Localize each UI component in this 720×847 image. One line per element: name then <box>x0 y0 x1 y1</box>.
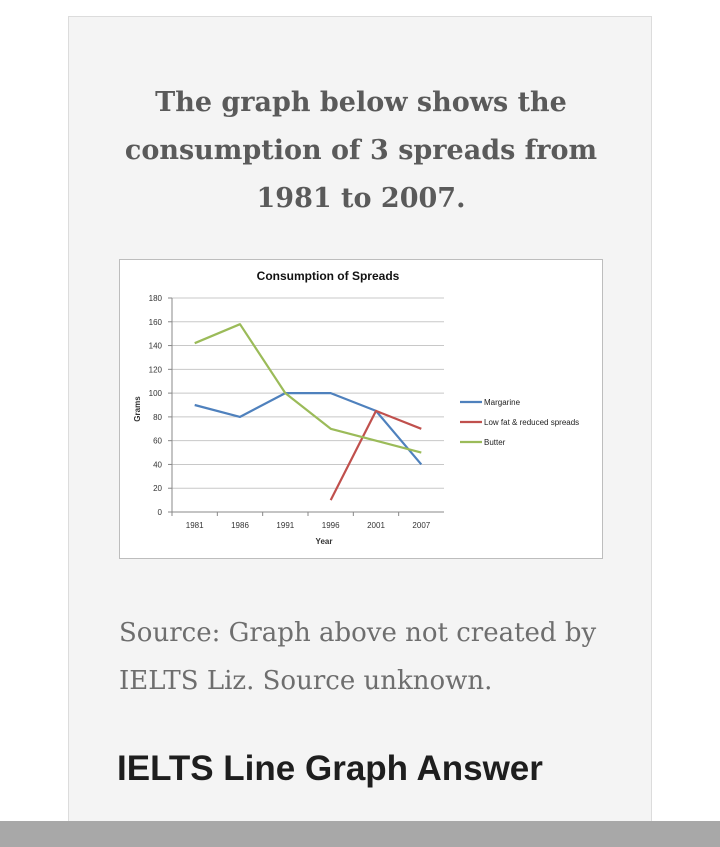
y-tick-label: 180 <box>148 294 162 303</box>
source-note <box>119 609 619 705</box>
y-tick-label: 60 <box>153 436 162 446</box>
intro-line: consumption of 3 spreads from <box>124 135 598 166</box>
legend-label: Margarine <box>484 398 521 407</box>
intro-line: 1981 to 2007. <box>256 183 466 214</box>
chart-title: Consumption of Spreads <box>256 269 400 283</box>
y-tick-label: 160 <box>148 317 162 327</box>
source-line: IELTS Liz. Source unknown. <box>119 666 493 696</box>
x-tick-label: 2007 <box>412 521 431 530</box>
y-axis-label: Grams <box>133 396 142 422</box>
legend-label: Low fat & reduced spreads <box>484 418 580 427</box>
x-tick-label: 2001 <box>367 521 385 530</box>
intro-text <box>69 79 653 223</box>
answer-heading: IELTS Line Graph Answer <box>117 749 543 788</box>
x-tick-label: 1996 <box>321 521 340 530</box>
bottom-bar <box>0 821 720 847</box>
y-tick-label: 40 <box>153 460 162 470</box>
y-tick-label: 140 <box>148 341 162 351</box>
chart-figure <box>119 259 603 559</box>
x-tick-label: 1991 <box>276 521 295 530</box>
legend-label: Butter <box>484 438 506 447</box>
line-chart <box>120 260 602 558</box>
y-tick-label: 100 <box>148 389 162 399</box>
x-tick-label: 1981 <box>185 521 204 530</box>
y-tick-label: 20 <box>153 484 162 494</box>
y-tick-label: 80 <box>153 412 162 422</box>
x-axis-label: Year <box>315 537 333 546</box>
article-card <box>68 16 652 836</box>
series-line-low-fat-reduced-spreads <box>331 411 422 500</box>
y-tick-label: 120 <box>148 365 162 375</box>
intro-line: The graph below shows the <box>155 87 567 118</box>
series-line-butter <box>195 324 422 452</box>
x-tick-label: 1986 <box>231 521 249 530</box>
series-line-margarine <box>195 393 422 464</box>
source-line: Source: Graph above not created by <box>119 618 597 648</box>
y-tick-label: 0 <box>157 508 162 517</box>
